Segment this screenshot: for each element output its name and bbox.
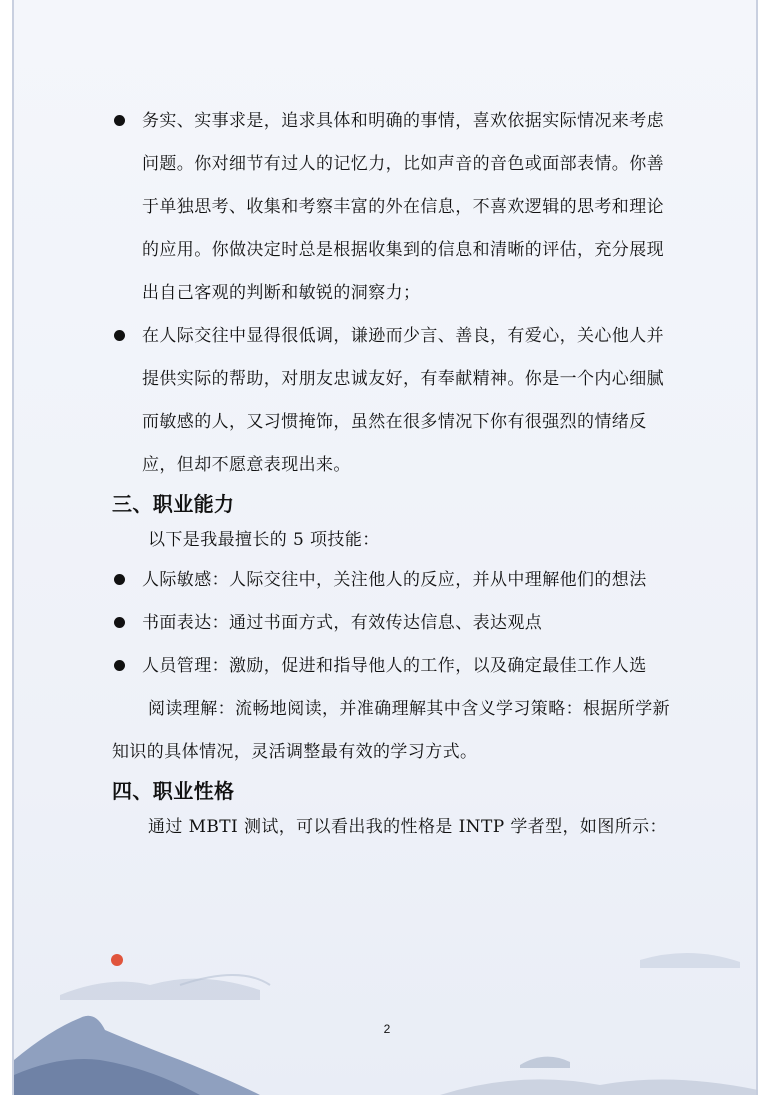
far-mountain-right (640, 953, 740, 968)
skill-bullet: 人员管理：激励，促进和指导他人的工作，以及确定最佳工作人选 (112, 645, 672, 688)
red-sun (111, 954, 123, 966)
section-heading-career-ability: 三、职业能力 (112, 492, 235, 516)
skill-paragraph: 阅读理解：流畅地阅读，并准确理解其中含义学习策略：根据所学新知识的具体情况，灵活调整最有效的学习方式。 (112, 699, 670, 762)
skill-bullet: 书面表达：通过书面方式，有效传达信息、表达观点 (112, 602, 672, 645)
distant-mountain (60, 979, 260, 1000)
small-hill-right (520, 1057, 570, 1068)
document-content (112, 100, 672, 846)
section-intro: 通过 MBTI 测试，可以看出我的性格是 INTP 学者型，如图所示： (148, 817, 667, 837)
skill-bullet: 人际敏感：人际交往中，关注他人的反应，并从中理解他们的想法 (112, 559, 672, 602)
section-heading-career-personality: 四、职业性格 (112, 779, 235, 803)
bullet-item: 务实、实事求是，追求具体和明确的事情，喜欢依据实际情况来考虑问题。你对细节有过人的记忆力，比如声音的音色或面部表情。你善于单独思考、收集和考察丰富的外在信息，不喜欢逻辑的思考和理论的应用。你做决定时总是根据收集到的信息和清晰的评估，充分展现出自己客观的判断和敏锐的洞察力； (112, 100, 672, 315)
section-intro: 以下是我最擅长的 5 项技能： (148, 530, 380, 550)
page-number: 2 (383, 1022, 391, 1036)
bullet-item: 在人际交往中显得很低调，谦逊而少言、善良，有爱心，关心他人并提供实际的帮助，对朋友忠诚友好，有奉献精神。你是一个内心细腻而敏感的人，又习惯掩饰，虽然在很多情况下你有很强烈的情绪反应，但却不愿意表现出来。 (112, 315, 672, 487)
hill-bottom-right (440, 1079, 758, 1095)
